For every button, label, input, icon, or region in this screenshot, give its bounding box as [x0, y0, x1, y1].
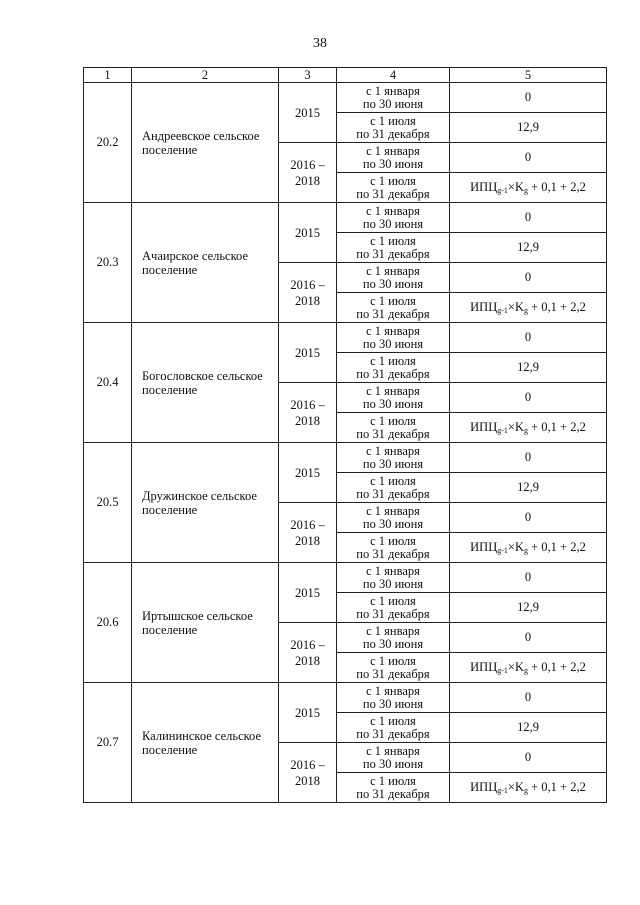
period-cell: [337, 593, 450, 623]
formula-sub-2: g: [523, 186, 528, 195]
period-from: с 1 января: [366, 624, 420, 638]
period-to: по 30 июня: [362, 756, 424, 771]
period-from: с 1 июля: [370, 774, 416, 788]
period-to: по 31 декабря: [356, 606, 430, 621]
formula-base: ИПЦ: [470, 180, 498, 194]
period-cell: [337, 383, 450, 413]
period-from: с 1 июля: [370, 234, 416, 248]
value-cell: 0: [450, 383, 607, 413]
period-from: с 1 января: [366, 444, 420, 458]
formula-sub-1: g-1: [497, 786, 508, 795]
formula-tail: + 0,1 + 2,2: [527, 780, 586, 794]
formula-mult: ×K: [507, 300, 524, 314]
period-to: по 31 декабря: [356, 726, 430, 741]
year-cell: 2016 – 2018: [279, 383, 337, 443]
period-cell: [337, 203, 450, 233]
row-number: 20.7: [84, 683, 132, 803]
header-cell-1: 1: [84, 68, 132, 83]
period-to: по 31 декабря: [356, 306, 430, 321]
value-cell: 0: [450, 143, 607, 173]
settlement-name: Богословское сельское поселение: [132, 323, 279, 443]
settlement-name: Дружинское сельское поселение: [132, 443, 279, 563]
period-to: по 31 декабря: [356, 546, 430, 561]
formula-mult: ×K: [507, 540, 524, 554]
period-from: с 1 января: [366, 504, 420, 518]
period-from: с 1 января: [366, 684, 420, 698]
value-cell: 0: [450, 443, 607, 473]
period-from: с 1 июля: [370, 414, 416, 428]
value-cell: 0: [450, 563, 607, 593]
value-cell: 0: [450, 83, 607, 113]
tariff-table: [83, 67, 607, 803]
row-number: 20.5: [84, 443, 132, 563]
period-to: по 30 июня: [362, 216, 424, 231]
table-row: [84, 443, 607, 473]
period-cell: [337, 443, 450, 473]
value-cell: 0: [450, 323, 607, 353]
formula-sub-1: g-1: [497, 546, 508, 555]
formula-base: ИПЦ: [470, 780, 498, 794]
period-from: с 1 января: [366, 744, 420, 758]
period-to: по 31 декабря: [356, 666, 430, 681]
formula-tail: + 0,1 + 2,2: [527, 300, 586, 314]
year-cell: 2015: [279, 83, 337, 143]
period-from: с 1 июля: [370, 594, 416, 608]
formula-sub-1: g-1: [497, 666, 508, 675]
row-number: 20.3: [84, 203, 132, 323]
formula-sub-2: g: [523, 426, 528, 435]
year-cell: 2015: [279, 563, 337, 623]
formula-tail: + 0,1 + 2,2: [527, 180, 586, 194]
formula-sub-1: g-1: [497, 426, 508, 435]
header-cell-4: 4: [337, 68, 450, 83]
formula-base: ИПЦ: [470, 660, 498, 674]
period-to: по 30 июня: [362, 576, 424, 591]
formula-sub-1: g-1: [497, 186, 508, 195]
period-from: с 1 июля: [370, 174, 416, 188]
period-to: по 30 июня: [362, 636, 424, 651]
settlement-name: Иртышское сельское поселение: [132, 563, 279, 683]
header-cell-2: 2: [132, 68, 279, 83]
value-cell: 12,9: [450, 233, 607, 263]
period-to: по 31 декабря: [356, 426, 430, 441]
formula-cell: [450, 293, 607, 323]
year-cell: 2015: [279, 443, 337, 503]
formula-sub-1: g-1: [497, 306, 508, 315]
year-cell: 2016 – 2018: [279, 503, 337, 563]
period-from: с 1 января: [366, 144, 420, 158]
period-to: по 31 декабря: [356, 186, 430, 201]
formula-mult: ×K: [507, 660, 524, 674]
formula-tail: + 0,1 + 2,2: [527, 660, 586, 674]
table-row: [84, 83, 607, 113]
period-to: по 30 июня: [362, 276, 424, 291]
period-from: с 1 июля: [370, 354, 416, 368]
period-to: по 31 декабря: [356, 246, 430, 261]
period-cell: [337, 113, 450, 143]
row-number: 20.2: [84, 83, 132, 203]
table-row: [84, 563, 607, 593]
formula-base: ИПЦ: [470, 420, 498, 434]
period-cell: [337, 503, 450, 533]
value-cell: 12,9: [450, 713, 607, 743]
period-from: с 1 января: [366, 324, 420, 338]
formula-sub-2: g: [523, 306, 528, 315]
value-cell: 0: [450, 683, 607, 713]
period-from: с 1 января: [366, 384, 420, 398]
formula-base: ИПЦ: [470, 300, 498, 314]
formula-sub-2: g: [523, 546, 528, 555]
year-cell: 2015: [279, 683, 337, 743]
table-row: [84, 683, 607, 713]
period-to: по 31 декабря: [356, 126, 430, 141]
period-to: по 31 декабря: [356, 786, 430, 801]
value-cell: 0: [450, 263, 607, 293]
year-cell: 2016 – 2018: [279, 143, 337, 203]
value-cell: 12,9: [450, 353, 607, 383]
period-cell: [337, 713, 450, 743]
period-to: по 30 июня: [362, 336, 424, 351]
year-cell: 2015: [279, 323, 337, 383]
period-cell: [337, 293, 450, 323]
period-from: с 1 июля: [370, 534, 416, 548]
value-cell: 12,9: [450, 473, 607, 503]
value-cell: 0: [450, 503, 607, 533]
period-cell: [337, 743, 450, 773]
year-cell: 2016 – 2018: [279, 623, 337, 683]
year-cell: 2015: [279, 203, 337, 263]
formula-base: ИПЦ: [470, 540, 498, 554]
page-number: 38: [313, 36, 327, 51]
period-to: по 30 июня: [362, 396, 424, 411]
period-cell: [337, 683, 450, 713]
period-cell: [337, 473, 450, 503]
period-from: с 1 января: [366, 564, 420, 578]
formula-cell: [450, 173, 607, 203]
period-cell: [337, 323, 450, 353]
period-from: с 1 июля: [370, 654, 416, 668]
formula-mult: ×K: [507, 780, 524, 794]
table-row: [84, 203, 607, 233]
formula-cell: [450, 773, 607, 803]
value-cell: 0: [450, 203, 607, 233]
formula-mult: ×K: [507, 420, 524, 434]
period-to: по 30 июня: [362, 156, 424, 171]
period-cell: [337, 233, 450, 263]
table-row: [84, 323, 607, 353]
row-number: 20.6: [84, 563, 132, 683]
period-to: по 30 июня: [362, 516, 424, 531]
value-cell: 12,9: [450, 593, 607, 623]
formula-cell: [450, 413, 607, 443]
formula-tail: + 0,1 + 2,2: [527, 420, 586, 434]
period-cell: [337, 83, 450, 113]
header-cell-5: 5: [450, 68, 607, 83]
period-to: по 30 июня: [362, 696, 424, 711]
period-cell: [337, 563, 450, 593]
period-from: с 1 июля: [370, 294, 416, 308]
period-from: с 1 июля: [370, 714, 416, 728]
period-cell: [337, 653, 450, 683]
year-cell: 2016 – 2018: [279, 743, 337, 803]
settlement-name: Калининское сельское поселение: [132, 683, 279, 803]
period-to: по 30 июня: [362, 456, 424, 471]
period-cell: [337, 623, 450, 653]
formula-sub-2: g: [523, 666, 528, 675]
period-to: по 30 июня: [362, 96, 424, 111]
value-cell: 0: [450, 743, 607, 773]
row-number: 20.4: [84, 323, 132, 443]
period-from: с 1 января: [366, 204, 420, 218]
period-cell: [337, 353, 450, 383]
header-row: [84, 68, 607, 83]
formula-cell: [450, 653, 607, 683]
period-from: с 1 июля: [370, 474, 416, 488]
formula-mult: ×K: [507, 180, 524, 194]
period-cell: [337, 413, 450, 443]
period-from: с 1 января: [366, 264, 420, 278]
year-cell: 2016 – 2018: [279, 263, 337, 323]
period-cell: [337, 773, 450, 803]
value-cell: 0: [450, 623, 607, 653]
formula-tail: + 0,1 + 2,2: [527, 540, 586, 554]
value-cell: 12,9: [450, 113, 607, 143]
settlement-name: Ачаирское сельское поселение: [132, 203, 279, 323]
settlement-name: Андреевское сельское поселение: [132, 83, 279, 203]
period-to: по 31 декабря: [356, 486, 430, 501]
header-cell-3: 3: [279, 68, 337, 83]
period-cell: [337, 533, 450, 563]
period-from: с 1 июля: [370, 114, 416, 128]
formula-cell: [450, 533, 607, 563]
period-cell: [337, 263, 450, 293]
period-to: по 31 декабря: [356, 366, 430, 381]
period-from: с 1 января: [366, 84, 420, 98]
period-cell: [337, 173, 450, 203]
period-cell: [337, 143, 450, 173]
formula-sub-2: g: [523, 786, 528, 795]
